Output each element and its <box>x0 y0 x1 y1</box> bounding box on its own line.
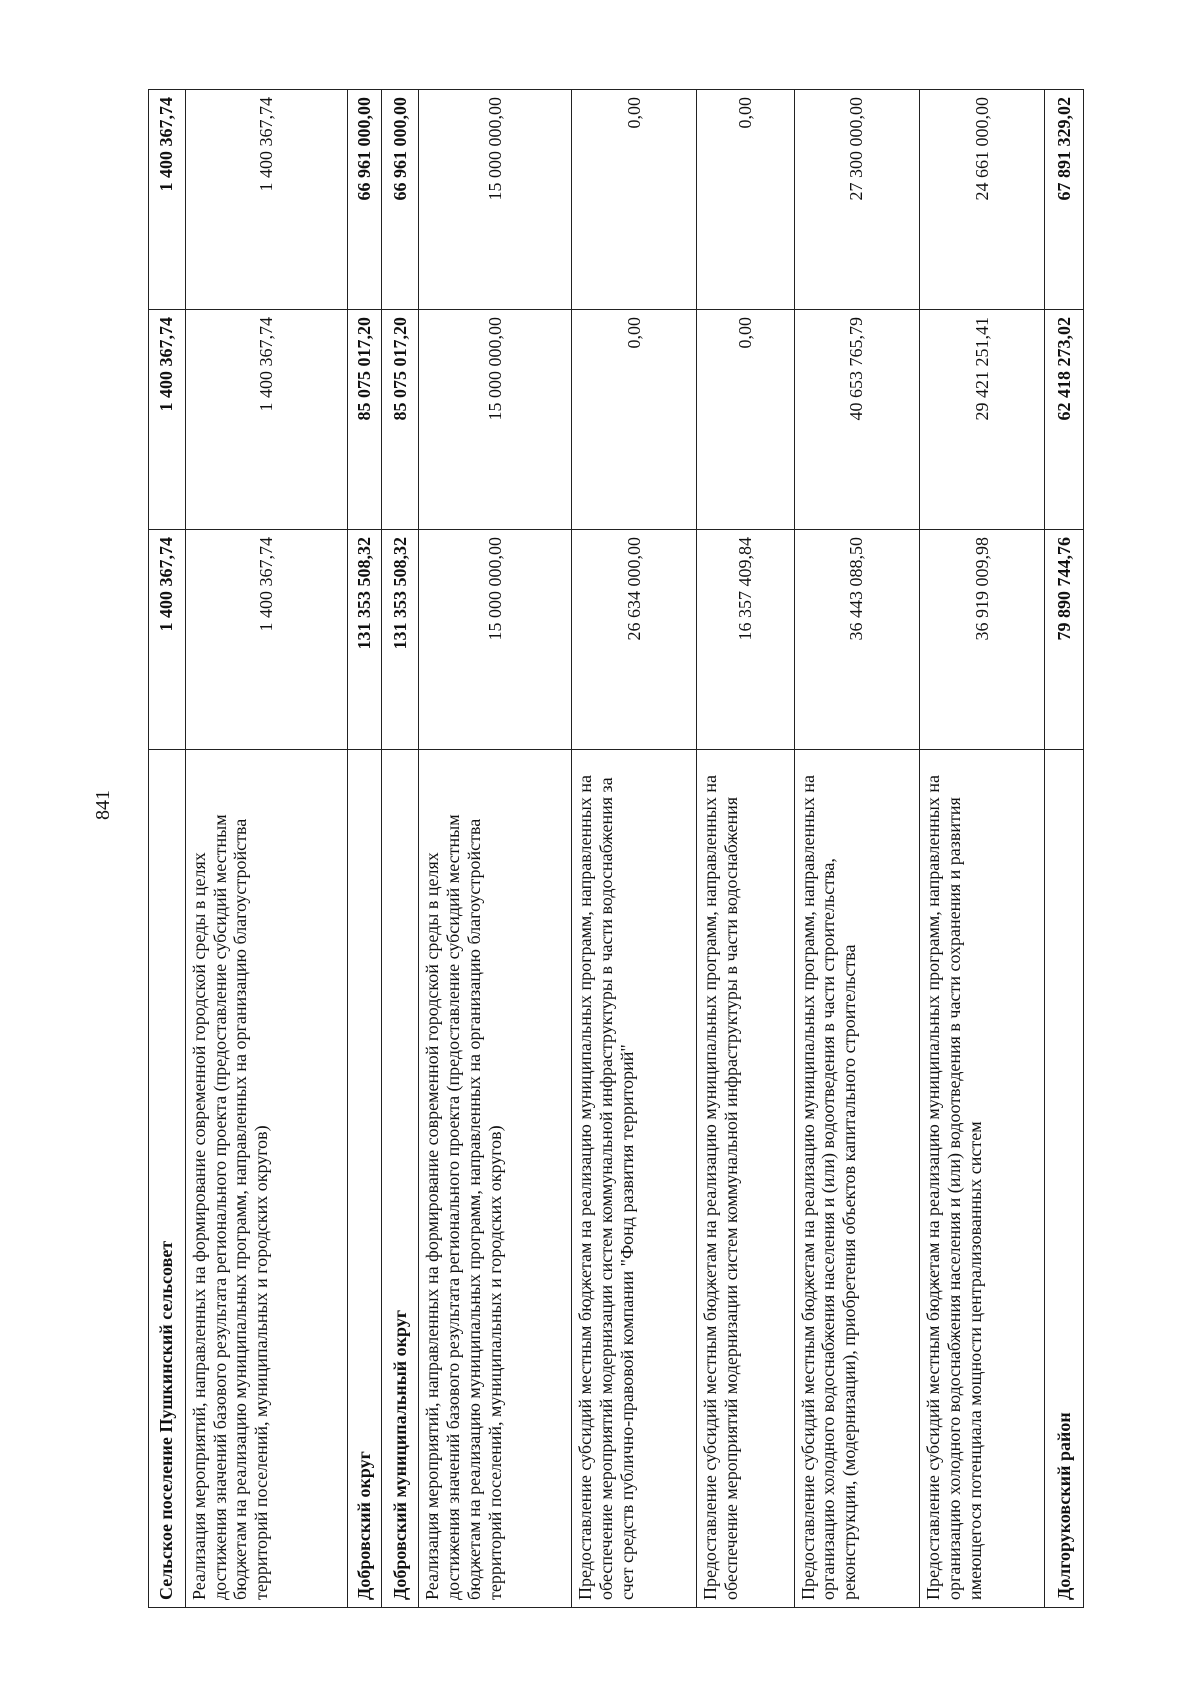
row-value-year3: 1 400 367,74 <box>185 90 347 310</box>
row-value-year1: 131 353 508,32 <box>382 530 419 750</box>
row-label: Предоставление субсидий местным бюджетам на реализацию муниципальных программ, направленных на обеспечение мероприятий модернизации систем коммунальной инфраструктуры в части водоснабжения за счет средств публично-правовой компании "Фонд развития территорий" <box>572 750 697 1608</box>
table-row <box>418 90 571 1608</box>
row-value-year1: 79 890 744,76 <box>1045 530 1084 750</box>
row-value-year2: 1 400 367,74 <box>149 310 186 530</box>
budget-table <box>148 89 1084 1608</box>
row-value-year1: 131 353 508,32 <box>347 530 382 750</box>
table-row-dobrovsky-municipal <box>382 90 419 1608</box>
row-value-year3: 66 961 000,00 <box>347 90 382 310</box>
row-value-year1: 1 400 367,74 <box>149 530 186 750</box>
table-row <box>794 90 919 1608</box>
row-value-year3: 1 400 367,74 <box>149 90 186 310</box>
row-label: Предоставление субсидий местным бюджетам на реализацию муниципальных программ, направленных на организацию холодного водоснабжения населения и (или) водоотведения в части сохранения и развития имеющегося потенциала мощности централизованных систем <box>919 750 1044 1608</box>
row-value-year3: 0,00 <box>697 90 794 310</box>
row-value-year2: 1 400 367,74 <box>185 310 347 530</box>
row-label: Предоставление субсидий местным бюджетам на реализацию муниципальных программ, направленных на обеспечение мероприятий модернизации систем коммунальной инфраструктуры в части водоснабжения <box>697 750 794 1608</box>
row-value-year2: 15 000 000,00 <box>418 310 571 530</box>
table-row <box>697 90 794 1608</box>
row-value-year1: 26 634 000,00 <box>572 530 697 750</box>
page-number: 841 <box>92 790 114 820</box>
row-label: Предоставление субсидий местным бюджетам на реализацию муниципальных программ, направленных на организацию холодного водоснабжения населения и (или) водоотведения в части строительства, реконструкции, (модернизации), приобретения объектов капитального строительства <box>794 750 919 1608</box>
row-value-year3: 0,00 <box>572 90 697 310</box>
table-row-pushkinsky <box>149 90 186 1608</box>
row-value-year2: 0,00 <box>697 310 794 530</box>
table-row <box>919 90 1044 1608</box>
row-label: Сельское поселение Пушкинский сельсовет <box>149 750 186 1608</box>
row-value-year2: 29 421 251,41 <box>919 310 1044 530</box>
row-value-year3: 67 891 329,02 <box>1045 90 1084 310</box>
row-label: Реализация мероприятий, направленных на формирование современной городской среды в целях достижения значений базового результата регионального проекта (предоставление субсидий местным бюджетам на реализацию муниципальных программ, направленных на организацию благоустройства территорий поселений, муниципальных и городских округов) <box>185 750 347 1608</box>
row-value-year1: 15 000 000,00 <box>418 530 571 750</box>
row-value-year1: 16 357 409,84 <box>697 530 794 750</box>
row-value-year3: 66 961 000,00 <box>382 90 419 310</box>
row-value-year3: 24 661 000,00 <box>919 90 1044 310</box>
row-value-year2: 40 653 765,79 <box>794 310 919 530</box>
table-row <box>185 90 347 1608</box>
row-value-year1: 36 443 088,50 <box>794 530 919 750</box>
row-label: Добровский округ <box>347 750 382 1608</box>
row-value-year1: 1 400 367,74 <box>185 530 347 750</box>
row-label: Реализация мероприятий, направленных на формирование современной городской среды в целях достижения значений базового результата регионального проекта (предоставление субсидий местным бюджетам на реализацию муниципальных программ, направленных на организацию благоустройства территорий поселений, муниципальных и городских округов) <box>418 750 571 1608</box>
row-value-year1: 36 919 009,98 <box>919 530 1044 750</box>
row-label: Добровский муниципальный округ <box>382 750 419 1608</box>
table-row-dobrovsky-okrug <box>347 90 382 1608</box>
row-value-year2: 85 075 017,20 <box>382 310 419 530</box>
table-row-dolgorukovsky <box>1045 90 1084 1608</box>
rotated-table-container <box>148 90 1084 1608</box>
row-value-year3: 15 000 000,00 <box>418 90 571 310</box>
row-value-year3: 27 300 000,00 <box>794 90 919 310</box>
row-value-year2: 0,00 <box>572 310 697 530</box>
table-row <box>572 90 697 1608</box>
row-label: Долгоруковский район <box>1045 750 1084 1608</box>
row-value-year2: 85 075 017,20 <box>347 310 382 530</box>
row-value-year2: 62 418 273,02 <box>1045 310 1084 530</box>
